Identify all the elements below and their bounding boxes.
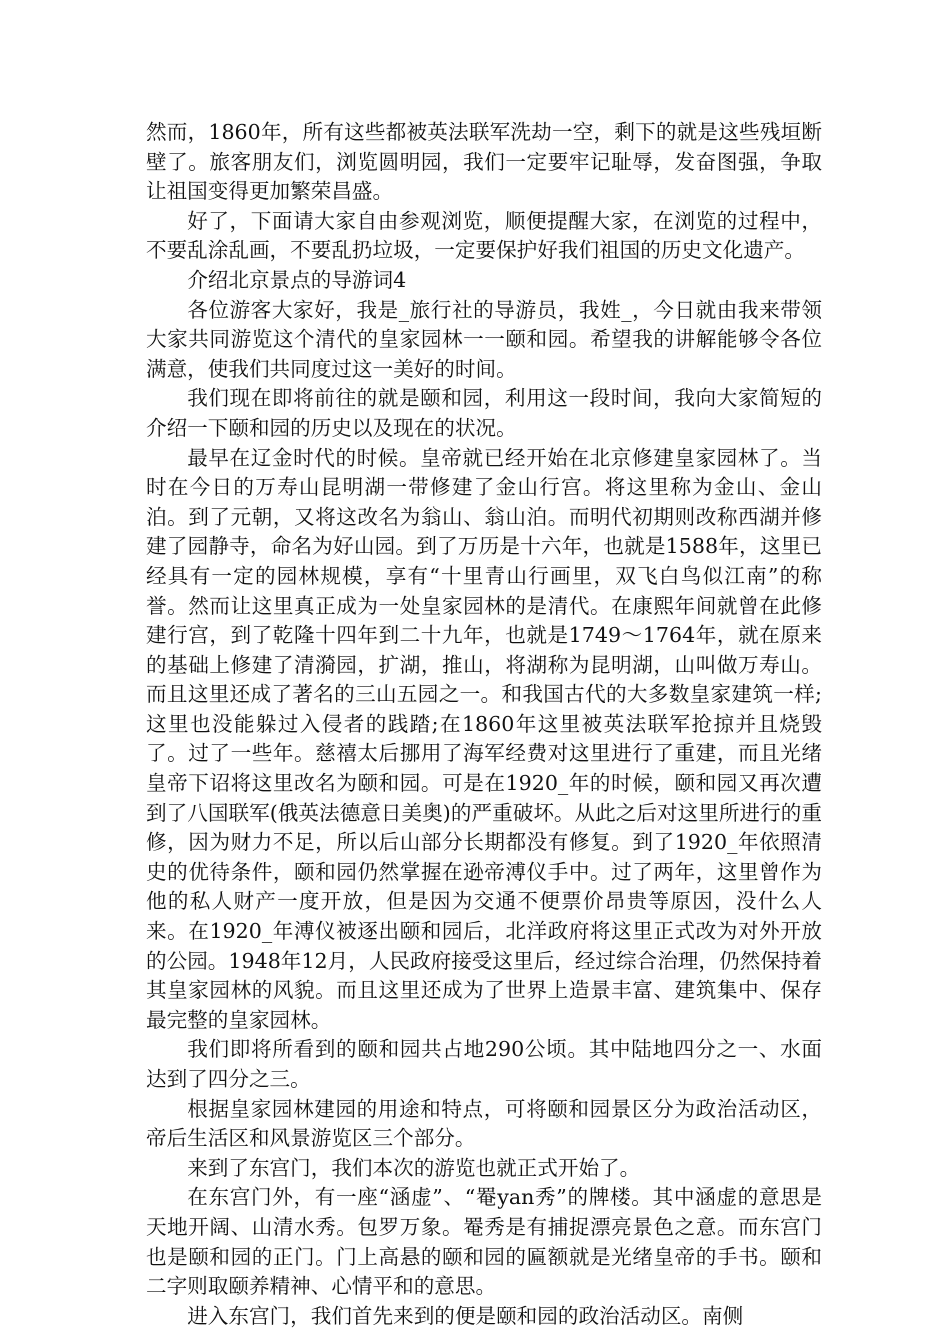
- paragraph: 在东宫门外，有一座“涵虚”、“罨yan秀”的牌楼。其中涵虚的意思是天地开阔、山清水秀。包罗万象。罨秀是有捕捉漂亮景色之意。而东宫门也是颐和园的正门。门上高悬的颐和园的匾额就是光绪皇帝的手书。颐和二字则取颐养精神、心情平和的意思。: [146, 1185, 822, 1299]
- paragraph: 最早在辽金时代的时候。皇帝就已经开始在北京修建皇家园林了。当时在今日的万寿山昆明湖一带修建了金山行宫。将这里称为金山、金山泊。到了元朝，又将这改名为翁山、翁山泊。而明代初期则改称西湖并修建了园静寺，命名为好山园。到了万历是十六年，也就是1588年，这里已经具有一定的园林规模，享有“十里青山行画里，双飞白鸟似江南”的称誉。然而让这里真正成为一处皇家园林的是清代。在康熙年间就曾在此修建行宫，到了乾隆十四年到二十九年，也就是1749～1764年，就在原来的基础上修建了清漪园，扩湖，推山，将湖称为昆明湖，山叫做万寿山。而且这里还成了著名的三山五园之一。和我国古代的大多数皇家建筑一样;这里也没能躲过入侵者的践踏;在1860年这里被英法联军抢掠并且烧毁了。过了一些年。慈禧太后挪用了海军经费对这里进行了重建，而且光绪皇帝下诏将这里改名为颐和园。可是在1920_年的时候，颐和园又再次遭到了八国联军(俄英法德意日美奥)的严重破坏。从此之后对这里所进行的重修，因为财力不足，所以后山部分长期都没有修复。到了1920_年依照清史的优待条件，颐和园仍然掌握在逊帝溥仪手中。过了两年，这里曾作为他的私人财产一度开放，但是因为交通不便票价昂贵等原因，没什么人来。在1920_年溥仪被逐出颐和园后，北洋政府将这里正式改为对外开放的公园。1948年12月，人民政府接受这里后，经过综合治理，仍然保持着其皇家园林的风貌。而且这里还成为了世界上造景丰富、建筑集中、保存最完整的皇家园林。: [146, 445, 823, 1032]
- paragraph: 好了，下面请大家自由参观浏览，顺便提醒大家，在浏览的过程中，不要乱涂乱画，不要乱扔垃圾，一定要保护好我们祖国的历史文化遗产。: [146, 208, 822, 263]
- paragraph: 来到了东宫门，我们本次的游览也就正式开始了。: [187, 1155, 641, 1180]
- paragraph: 我们现在即将前往的就是颐和园，利用这一段时间，我向大家简短的介绍一下颐和园的历史以及现在的状况。: [146, 386, 822, 440]
- paragraph: 我们即将所看到的颐和园共占地290公顷。其中陆地四分之一、水面达到了四分之三。: [146, 1037, 822, 1091]
- section-heading: 介绍北京景点的导游词4: [187, 267, 407, 292]
- document-page: [146, 118, 822, 1331]
- paragraph-continuation: 然而，1860年，所有这些都被英法联军洗劫一空，剩下的就是这些残垣断壁了。旅客朋友们，浏览圆明园，我们一定要牢记耻辱，发奋图强，争取让祖国变得更加繁荣昌盛。: [146, 120, 822, 204]
- paragraph: 根据皇家园林建园的用途和特点，可将颐和园景区分为政治活动区，帝后生活区和风景游览区三个部分。: [146, 1096, 822, 1151]
- paragraph: 各位游客大家好，我是_旅行社的导游员，我姓_，今日就由我来带领大家共同游览这个清代的皇家园林一一颐和园。希望我的讲解能够令各位满意，使我们共同度过这一美好的时间。: [146, 297, 822, 381]
- paragraph: 进入东宫门，我们首先来到的便是颐和园的政治活动区。南侧: [187, 1303, 744, 1328]
